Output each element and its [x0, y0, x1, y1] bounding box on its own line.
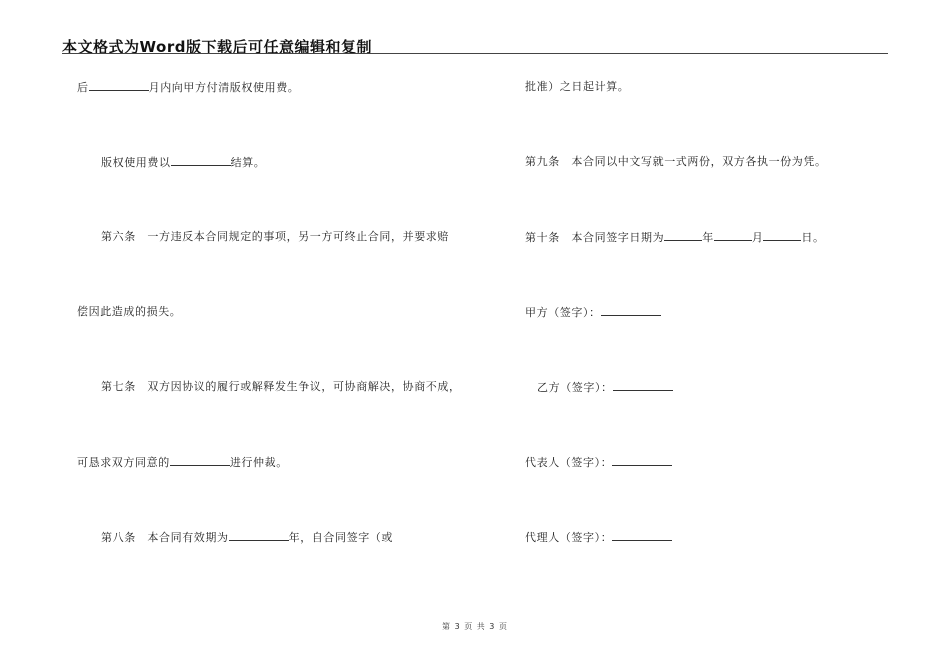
signature-label: 乙方（签字）： [537, 381, 613, 394]
text-fragment: 月内向甲方付清版权使用费。 [148, 81, 300, 94]
signature-blank [601, 305, 661, 316]
clause-settlement-currency [101, 155, 265, 170]
clause-article-9: 第九条 本合同以中文写就一式两份，双方各执一份为凭。 [525, 155, 827, 168]
document-header-title: 本文格式为Word版下载后可任意编辑和复制 [62, 38, 372, 56]
clause-article-7-continued [77, 455, 288, 470]
text-fragment: 第十条 本合同签字日期为 [525, 231, 665, 244]
fill-in-blank-month [714, 230, 752, 241]
fill-in-blank [89, 80, 149, 91]
signature-label: 代理人（签字）： [525, 531, 613, 544]
signature-blank [613, 380, 673, 391]
signature-blank [612, 530, 672, 541]
signature-party-a [525, 305, 661, 320]
clause-article-7: 第七条 双方因协议的履行或解释发生争议，可协商解决，协商不成， [101, 380, 461, 393]
fill-in-blank-day [763, 230, 801, 241]
signature-blank [612, 455, 672, 466]
clause-article-8 [101, 530, 393, 545]
fill-in-blank [170, 455, 230, 466]
text-fragment: 版权使用费以 [101, 156, 171, 169]
clause-article-10 [525, 230, 825, 245]
text-fragment: 年，自合同签字（或 [288, 531, 394, 544]
fill-in-blank-year [664, 230, 702, 241]
page-number: 第 3 页 共 3 页 [442, 622, 508, 631]
text-fragment: 日。 [801, 231, 825, 244]
text-fragment: 后 [77, 81, 89, 94]
signature-label: 代表人（签字）： [525, 456, 613, 469]
clause-article-8-continued: 批准）之日起计算。 [525, 80, 630, 93]
clause-payment-deadline [77, 80, 299, 95]
text-fragment: 第八条 本合同有效期为 [101, 531, 229, 544]
clause-article-6-continued: 偿因此造成的损失。 [77, 305, 182, 318]
text-fragment: 月 [751, 231, 764, 244]
text-fragment: 结算。 [230, 156, 266, 169]
fill-in-blank [171, 155, 231, 166]
text-fragment: 年 [702, 231, 714, 244]
signature-label: 甲方（签字）： [525, 306, 601, 319]
header-divider [62, 53, 888, 54]
text-fragment: 可恳求双方同意的 [77, 456, 170, 469]
clause-article-6: 第六条 一方违反本合同规定的事项，另一方可终止合同，并要求赔 [101, 230, 449, 243]
text-fragment: 进行仲裁。 [229, 456, 288, 469]
fill-in-blank [229, 530, 289, 541]
signature-party-b [537, 380, 673, 395]
signature-agent [525, 530, 672, 545]
signature-representative [525, 455, 672, 470]
